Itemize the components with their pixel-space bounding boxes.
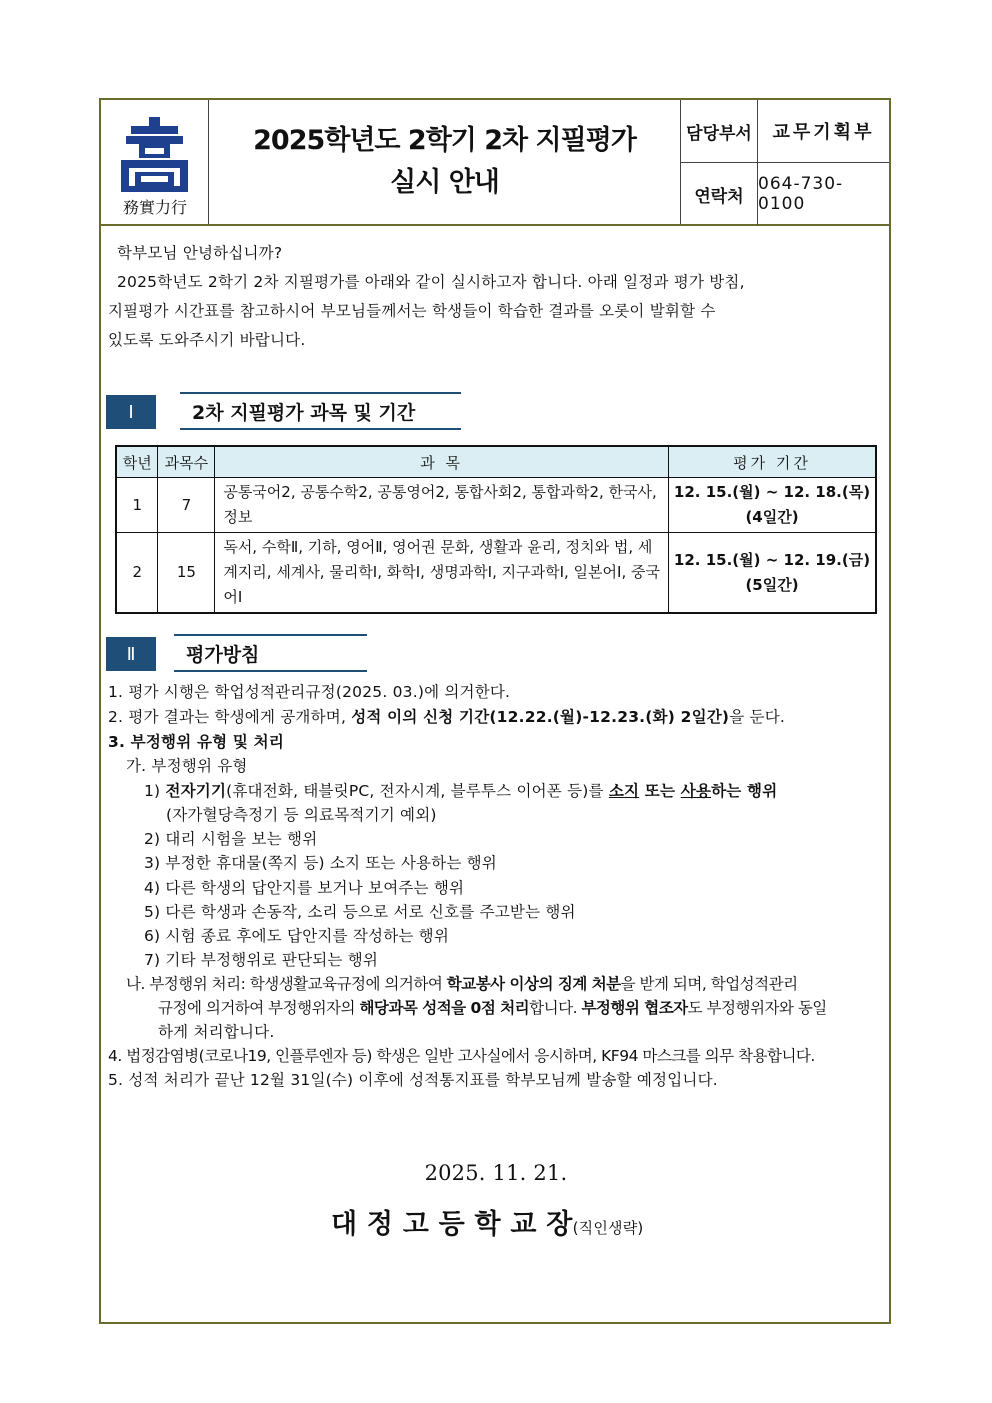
- schedule-table: [115, 445, 877, 614]
- greeting: 학부모님 안녕하십니까?: [117, 244, 283, 262]
- intro-line-1: 2025학년도 2학기 2차 지필평가를 아래와 같이 실시하고자 합니다. 아래 일정과 평가 방침,: [117, 273, 745, 291]
- section-1-badge: Ⅰ: [106, 395, 156, 429]
- policy-3-na-line-2: 규정에 의거하여 부정행위자의 해당과목 성적을 0점 처리합니다. 부정행위 협조자도 부정행위자와 동일: [158, 999, 827, 1017]
- period-days: (5일간): [745, 575, 799, 594]
- header-count: 과목수: [158, 446, 215, 478]
- violation-item-6: 6) 시험 종료 후에도 답안지를 작성하는 행위: [144, 927, 450, 945]
- table-row: [116, 533, 876, 614]
- title-line-2: 실시 안내: [390, 167, 499, 198]
- violation-item-7: 7) 기타 부정행위로 판단되는 행위: [144, 951, 379, 969]
- period-cell: [669, 533, 876, 614]
- sender-signature: 대 정 고 등 학 교 장(직인생략): [331, 1209, 644, 1240]
- title-line-1: 2025학년도 2학기 2차 지필평가: [253, 125, 636, 156]
- dept-label: 담당부서: [681, 100, 758, 162]
- policy-4: 4. 법정감염병(코로나19, 인플루엔자 등) 학생은 일반 고사실에서 응시하며, KF94 마스크를 의무 착용합니다.: [108, 1047, 815, 1065]
- subjects-cell: 공통국어2, 공통수학2, 공통영어2, 통합사회2, 통합과학2, 한국사, 정보: [215, 478, 669, 533]
- contact-label: 연락처: [681, 163, 758, 225]
- violation-item-5: 5) 다른 학생과 손동작, 소리 등으로 서로 신호를 주고받는 행위: [144, 903, 576, 921]
- subjects-cell: 독서, 수학Ⅱ, 기하, 영어Ⅱ, 영어권 문화, 생활과 윤리, 정치와 법, 세계지리, 세계사, 물리학Ⅰ, 화학Ⅰ, 생명과학Ⅰ, 지구과학Ⅰ, 일본어Ⅰ, 중국어Ⅰ: [215, 533, 669, 614]
- violation-item-4: 4) 다른 학생의 답안지를 보거나 보여주는 행위: [144, 879, 465, 897]
- period-dates: 12. 15.(월) ~ 12. 19.(금): [673, 550, 871, 569]
- header-period: 평가 기간: [669, 446, 876, 478]
- contact-row: [681, 163, 889, 225]
- count-cell: 7: [158, 478, 215, 533]
- violation-item-3: 3) 부정한 휴대물(쪽지 등) 소지 또는 사용하는 행위: [144, 854, 497, 872]
- school-logo: [101, 100, 209, 224]
- svg-text:務實力行: 務實力行: [122, 198, 188, 217]
- grade-cell: 2: [116, 533, 158, 614]
- table-row: [116, 478, 876, 533]
- section-1-title: 2차 지필평가 과목 및 기간: [180, 392, 461, 430]
- section-2-title: 평가방침: [174, 634, 367, 672]
- contact-value: 064-730-0100: [758, 174, 844, 214]
- seal-omitted-note: (직인생략): [572, 1219, 644, 1237]
- policy-1: 1. 평가 시행은 학업성적관리규정(2025. 03.)에 의거한다.: [108, 683, 511, 701]
- period-dates: 12. 15.(월) ~ 12. 18.(목): [673, 483, 871, 501]
- table-header-row: [116, 446, 876, 478]
- period-cell: [669, 478, 876, 533]
- policy-2: 2. 평가 결과는 학생에게 공개하며, 성적 이의 신청 기간(12.22.(월)-12.23.(화) 2일간)을 둔다.: [108, 708, 785, 726]
- document-date: 2025. 11. 21.: [424, 1161, 568, 1185]
- dept-value: 교무기획부: [772, 122, 875, 143]
- document-header: [101, 100, 889, 226]
- policy-5: 5. 성적 처리가 끝난 12월 31일(수) 이후에 성적통지표를 학부모님께 발송할 예정입니다.: [108, 1071, 718, 1089]
- violation-item-2: 2) 대리 시험을 보는 행위: [144, 830, 318, 848]
- period-days: (4일간): [745, 508, 799, 526]
- section-2-badge: Ⅱ: [106, 637, 156, 671]
- policy-3-na-line-1: 나. 부정행위 처리: 학생생활교육규정에 의거하여 학교봉사 이상의 징계 처분을 받게 되며, 학업성적관리: [126, 975, 798, 993]
- header-grade: 학년: [116, 446, 158, 478]
- dept-row: [681, 100, 889, 163]
- intro-line-3: 있도록 도와주시기 바랍니다.: [108, 331, 306, 349]
- violation-item-1-note: (자가혈당측정기 등 의료목적기기 예외): [166, 806, 437, 824]
- count-cell: 15: [158, 533, 215, 614]
- school-emblem-icon: [101, 100, 208, 224]
- header-subjects: 과 목: [215, 446, 669, 478]
- title-block: [209, 100, 681, 224]
- policy-3: 3. 부정행위 유형 및 처리: [108, 733, 285, 751]
- violation-item-1: 1) 전자기기(휴대전화, 태블릿PC, 전자시계, 블루투스 이어폰 등)를 소지 또는 사용하는 행위: [144, 782, 778, 800]
- intro-line-2: 지필평가 시간표를 참고하시어 부모님들께서는 학생들이 학습한 결과를 오롯이 발휘할 수: [108, 302, 716, 320]
- policy-3-na-line-3: 하게 처리합니다.: [158, 1023, 275, 1041]
- grade-cell: 1: [116, 478, 158, 533]
- policy-3-ga: 가. 부정행위 유형: [126, 757, 248, 775]
